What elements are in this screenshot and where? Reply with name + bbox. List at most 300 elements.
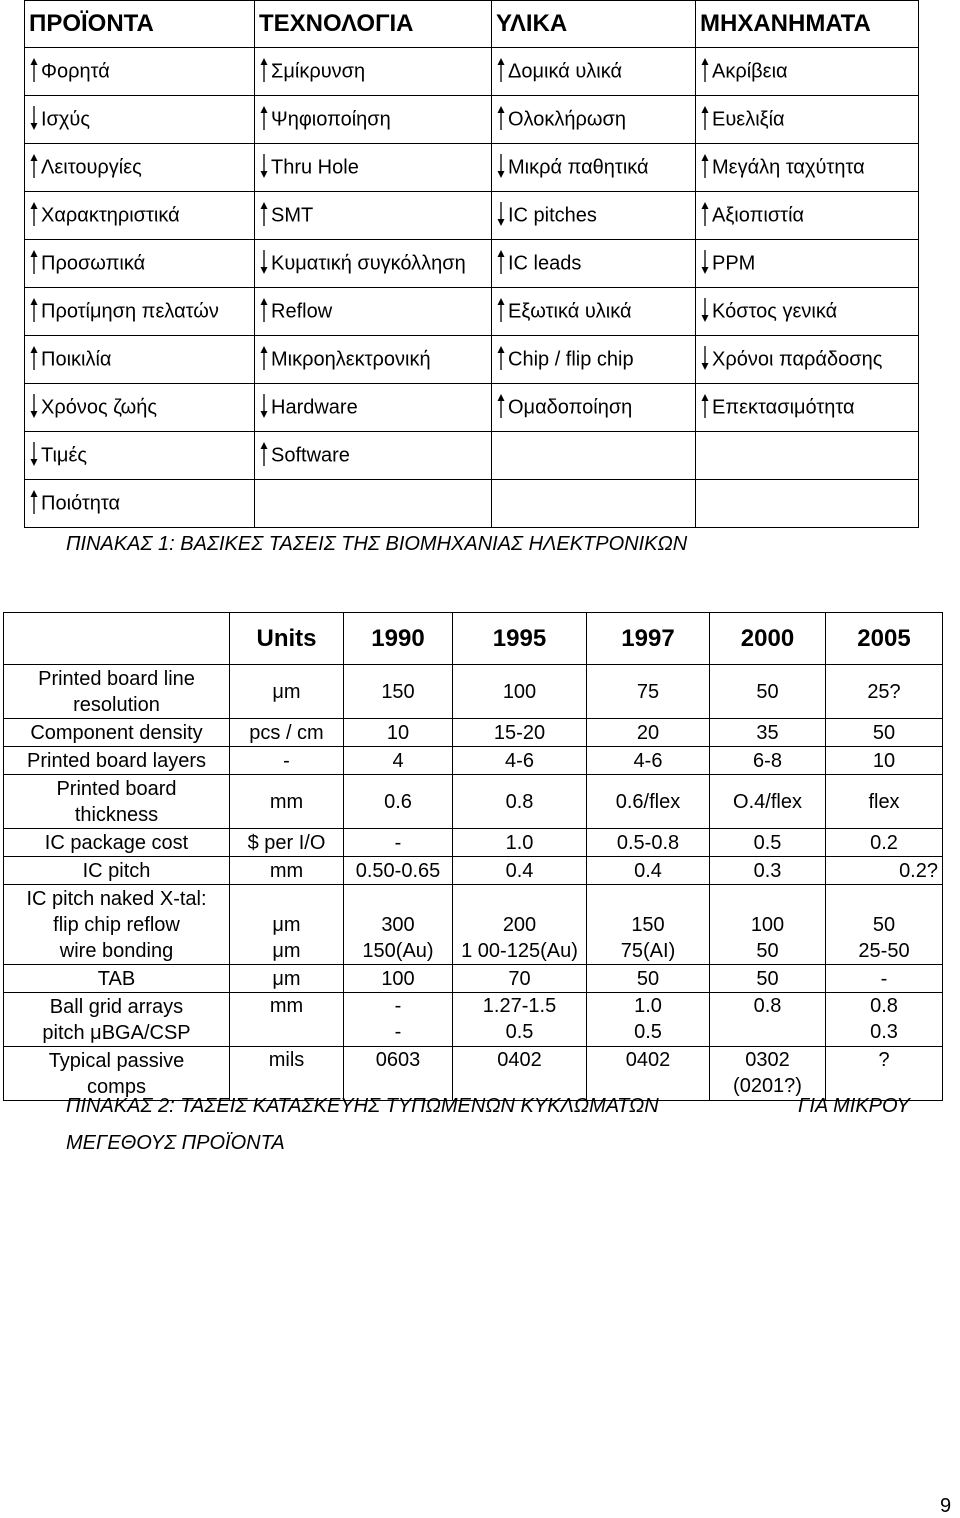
- parameter-cell: [4, 829, 230, 857]
- value-cell: [587, 1047, 710, 1101]
- arrow-down-icon: [259, 249, 269, 275]
- cell-line: 50: [756, 939, 779, 962]
- value-cell: [826, 993, 943, 1047]
- header-technology: ΤΕΧΝΟΛΟΓΙΑ: [255, 1, 492, 48]
- trend-label: Ψηφιοποίηση: [271, 107, 391, 130]
- trend-label: Thru Hole: [271, 155, 359, 178]
- value-cell: [453, 719, 587, 747]
- value-cell: [344, 1047, 453, 1101]
- trend-cell-products: [25, 336, 255, 384]
- trend-label: Χαρακτηριστικά: [41, 203, 180, 226]
- value-cell: [344, 665, 453, 719]
- value-cell: [453, 665, 587, 719]
- trend-label: Προτίμηση πελατών: [41, 299, 219, 322]
- pcb-row: [4, 775, 943, 829]
- trend-label: Software: [271, 443, 350, 466]
- cell-line: 4: [392, 749, 404, 772]
- trend-cell-materials: [492, 288, 696, 336]
- trend-cell-materials: [492, 96, 696, 144]
- value-cell: [826, 719, 943, 747]
- cell-line: -: [283, 749, 290, 772]
- table2-caption-part1: ΠΙΝΑΚΑΣ 2: ΤΑΣΕΙΣ ΚΑΤΑΣΚΕΥΗΣ ΤΥΠΩΜΕΝΩΝ ΚΥΚΛΩΜΑΤΩΝ: [66, 1095, 659, 1117]
- trend-cell-machines: [696, 96, 919, 144]
- arrow-up-icon: [259, 57, 269, 83]
- value-cell: [230, 719, 344, 747]
- value-cell: [453, 775, 587, 829]
- value-cell: [453, 993, 587, 1047]
- trends-row: [25, 48, 919, 96]
- cell-line: μm: [272, 680, 301, 703]
- cell-line: 1.0: [505, 831, 534, 854]
- cell-line: comps: [87, 1075, 146, 1098]
- cell-line: 25?: [867, 680, 901, 703]
- column-header: [710, 613, 826, 665]
- value-cell: [453, 747, 587, 775]
- value-cell: [230, 993, 344, 1047]
- cell-line: 1.0: [634, 995, 662, 1017]
- value-cell: [344, 993, 453, 1047]
- cell-line: mils: [268, 1049, 305, 1071]
- trend-cell-technology: [255, 240, 492, 288]
- trends-header-row: [25, 1, 919, 48]
- value-cell: [826, 775, 943, 829]
- cell-line: [230, 886, 343, 912]
- cell-line: 1995: [492, 624, 547, 652]
- value-cell: [710, 993, 826, 1047]
- pcb-row: [4, 747, 943, 775]
- cell-line: μm: [272, 913, 301, 936]
- cell-line: 1.27-1.5: [482, 995, 557, 1017]
- value-cell: [344, 775, 453, 829]
- arrow-up-icon: [29, 345, 39, 371]
- trend-cell-machines: [696, 192, 919, 240]
- trend-label: Δομικά υλικά: [508, 59, 623, 82]
- arrow-down-icon: [29, 105, 39, 131]
- trend-label: Μεγάλη ταχύτητα: [712, 155, 865, 178]
- arrow-up-icon: [496, 393, 506, 419]
- cell-line: TAB: [97, 967, 136, 990]
- cell-line: 0.6/flex: [615, 790, 681, 813]
- cell-line: 0.50-0.65: [355, 859, 441, 882]
- arrow-down-icon: [700, 345, 710, 371]
- trend-cell-materials: [492, 144, 696, 192]
- arrow-up-icon: [700, 393, 710, 419]
- cell-line: 0.5-0.8: [616, 831, 680, 854]
- arrow-up-icon: [700, 201, 710, 227]
- cell-line: IC pitch: [82, 859, 151, 882]
- trend-label: Επεκτασιμότητα: [712, 395, 855, 418]
- value-cell: [587, 857, 710, 885]
- value-cell: [710, 857, 826, 885]
- trend-cell-machines: [696, 288, 919, 336]
- pcb-row: [4, 857, 943, 885]
- trends-row: [25, 432, 919, 480]
- trend-label: Κυματική συγκόλληση: [271, 251, 466, 274]
- cell-line: 75: [636, 680, 660, 703]
- cell-line: mm: [269, 859, 304, 882]
- pcb-row: [4, 993, 943, 1047]
- trend-label: Μικρά παθητικά: [508, 155, 649, 178]
- trend-label: PPM: [712, 251, 756, 274]
- table2-caption-part2: ΓΙΑ ΜΙΚΡΟΥ: [798, 1095, 910, 1117]
- cell-line: IC package cost: [44, 831, 189, 854]
- arrow-down-icon: [29, 393, 39, 419]
- cell-line: 10: [386, 721, 410, 744]
- value-cell: [230, 829, 344, 857]
- value-cell: [826, 857, 943, 885]
- page-number: 9: [940, 1495, 952, 1517]
- value-cell: [587, 993, 710, 1047]
- cell-line: μm: [272, 939, 301, 962]
- value-cell: [826, 665, 943, 719]
- arrow-up-icon: [29, 201, 39, 227]
- value-cell: [826, 747, 943, 775]
- value-cell: [587, 665, 710, 719]
- cell-line: 35: [756, 721, 779, 744]
- trends-row: [25, 288, 919, 336]
- cell-line: 4-6: [505, 749, 534, 772]
- cell-line: Ball grid arrays: [49, 995, 184, 1018]
- cell-line: 0.2: [870, 831, 898, 854]
- cell-line: 0402: [497, 1049, 542, 1071]
- arrow-up-icon: [259, 201, 269, 227]
- value-cell: [826, 885, 943, 965]
- cell-line: Typical passive: [48, 1049, 185, 1072]
- cell-line: 1990: [371, 624, 425, 652]
- arrow-down-icon: [496, 201, 506, 227]
- trend-label: Εξωτικά υλικά: [508, 299, 632, 322]
- trends-row: [25, 144, 919, 192]
- value-cell: [230, 665, 344, 719]
- parameter-cell: [4, 1047, 230, 1101]
- cell-line: 70: [508, 967, 531, 990]
- value-cell: [710, 665, 826, 719]
- cell-line: 0402: [625, 1049, 671, 1071]
- trend-cell-technology: [255, 48, 492, 96]
- cell-line: pcs / cm: [249, 721, 324, 744]
- trend-cell-materials: [492, 384, 696, 432]
- parameter-cell: [4, 885, 230, 965]
- trends-row: [25, 240, 919, 288]
- trend-label: Chip / flip chip: [508, 347, 634, 370]
- trend-label: Ακρίβεια: [712, 59, 788, 82]
- column-header: [230, 613, 344, 665]
- parameter-cell: [4, 665, 230, 719]
- trend-cell-products: [25, 96, 255, 144]
- value-cell: [344, 857, 453, 885]
- value-cell: [710, 719, 826, 747]
- cell-line: 0603: [375, 1049, 421, 1071]
- cell-line: Printed board: [56, 777, 177, 800]
- parameter-cell: [4, 747, 230, 775]
- cell-line: flex: [868, 790, 900, 813]
- trend-label: Φορητά: [41, 59, 110, 82]
- corner-cell: [4, 613, 230, 665]
- value-cell: [710, 885, 826, 965]
- cell-line: 15-20: [493, 721, 546, 744]
- trend-label: IC leads: [508, 251, 582, 274]
- header-materials: ΥΛΙΚΑ: [492, 1, 696, 48]
- parameter-cell: [4, 993, 230, 1047]
- trend-cell-technology: [255, 288, 492, 336]
- arrow-up-icon: [700, 57, 710, 83]
- trend-cell-machines: [696, 480, 919, 528]
- pcb-row: [4, 829, 943, 857]
- trend-cell-machines: [696, 240, 919, 288]
- cell-line: 25-50: [858, 939, 910, 962]
- trend-cell-technology: [255, 384, 492, 432]
- trend-cell-materials: [492, 240, 696, 288]
- trend-cell-technology: [255, 144, 492, 192]
- cell-line: 0.3: [753, 859, 782, 882]
- value-cell: [453, 829, 587, 857]
- value-cell: [710, 965, 826, 993]
- cell-line: Printed board line: [38, 667, 195, 690]
- column-header: [826, 613, 943, 665]
- value-cell: [344, 719, 453, 747]
- trend-cell-products: [25, 192, 255, 240]
- value-cell: [344, 747, 453, 775]
- value-cell: [826, 829, 943, 857]
- cell-line: resolution: [73, 693, 160, 716]
- cell-line: Printed board layers: [27, 749, 206, 772]
- trend-label: Ομαδοποίηση: [508, 395, 633, 418]
- value-cell: [587, 965, 710, 993]
- trend-cell-materials: [492, 480, 696, 528]
- value-cell: [453, 965, 587, 993]
- trend-cell-materials: [492, 192, 696, 240]
- trend-cell-machines: [696, 432, 919, 480]
- cell-line: mm: [269, 995, 304, 1017]
- arrow-up-icon: [496, 249, 506, 275]
- cell-line: 100: [750, 913, 785, 936]
- value-cell: [710, 747, 826, 775]
- value-cell: [587, 719, 710, 747]
- cell-line: 0.5: [505, 1021, 534, 1043]
- value-cell: [826, 965, 943, 993]
- column-header: [344, 613, 453, 665]
- arrow-up-icon: [259, 297, 269, 323]
- table2-caption-part3: ΜΕΓΕΘΟΥΣ ΠΡΟΪΟΝΤΑ: [66, 1132, 285, 1154]
- value-cell: [710, 775, 826, 829]
- cell-line: 2005: [857, 624, 911, 652]
- trend-label: Μικροηλεκτρονική: [271, 347, 431, 370]
- cell-line: [453, 886, 586, 912]
- arrow-up-icon: [29, 297, 39, 323]
- cell-line: pitch μBGA/CSP: [42, 1021, 191, 1044]
- arrow-down-icon: [259, 153, 269, 179]
- cell-line: 1 00-125(Au): [461, 939, 578, 962]
- cell-line: -: [394, 831, 402, 854]
- cell-line: O.4/flex: [733, 790, 802, 813]
- trend-cell-machines: [696, 336, 919, 384]
- cell-line: 150: [631, 913, 665, 936]
- arrow-up-icon: [700, 105, 710, 131]
- trends-row: [25, 96, 919, 144]
- arrow-down-icon: [700, 249, 710, 275]
- cell-line: 10: [872, 749, 896, 772]
- trend-cell-machines: [696, 144, 919, 192]
- arrow-up-icon: [259, 345, 269, 371]
- cell-line: 150: [381, 680, 415, 703]
- cell-line: 50: [756, 680, 779, 703]
- trend-label: Ολοκλήρωση: [508, 107, 626, 130]
- header-machines: ΜΗΧΑΝΗΜΑΤΑ: [696, 1, 919, 48]
- arrow-up-icon: [29, 489, 39, 515]
- value-cell: [453, 857, 587, 885]
- cell-line: 1997: [621, 624, 675, 652]
- arrow-up-icon: [496, 345, 506, 371]
- cell-line: 100: [381, 967, 415, 990]
- cell-line: flip chip reflow: [53, 913, 180, 936]
- trend-cell-materials: [492, 48, 696, 96]
- cell-line: -: [394, 995, 402, 1017]
- cell-line: 150(Au): [362, 939, 434, 962]
- trend-label: SMT: [271, 203, 314, 226]
- trends-row: [25, 192, 919, 240]
- trend-label: Ποικιλία: [41, 347, 112, 370]
- arrow-up-icon: [496, 297, 506, 323]
- trend-label: Τιμές: [41, 443, 87, 466]
- cell-line: 0.5: [634, 1021, 662, 1043]
- trend-label: Χρόνος ζωής: [41, 395, 158, 418]
- cell-line: 0.5: [753, 831, 782, 854]
- trend-cell-materials: [492, 432, 696, 480]
- trend-cell-machines: [696, 384, 919, 432]
- cell-line: 4-6: [633, 749, 663, 772]
- cell-line: 50: [636, 967, 660, 990]
- trend-cell-products: [25, 288, 255, 336]
- value-cell: [344, 829, 453, 857]
- cell-line: Units: [256, 624, 317, 652]
- trend-cell-products: [25, 432, 255, 480]
- trend-cell-technology: [255, 432, 492, 480]
- trend-cell-products: [25, 240, 255, 288]
- trend-cell-technology: [255, 96, 492, 144]
- trends-row: [25, 384, 919, 432]
- pcb-row: [4, 1047, 943, 1101]
- parameter-cell: [4, 857, 230, 885]
- value-cell: [344, 885, 453, 965]
- cell-line: 0.8: [870, 995, 898, 1017]
- arrow-down-icon: [496, 153, 506, 179]
- cell-line: 300: [381, 913, 415, 936]
- cell-line: 0302: [745, 1049, 790, 1071]
- table1-caption: ΠΙΝΑΚΑΣ 1: ΒΑΣΙΚΕΣ ΤΑΣΕΙΣ ΤΗΣ ΒΙΟΜΗΧΑΝΙΑΣ ΗΛΕΚΤΡΟΝΙΚΩΝ: [66, 533, 688, 555]
- arrow-up-icon: [496, 105, 506, 131]
- value-cell: [230, 775, 344, 829]
- value-cell: [453, 1047, 587, 1101]
- header-products: ΠΡΟΪΟΝΤΑ: [25, 1, 255, 48]
- trend-label: Σμίκρυνση: [271, 59, 366, 82]
- trend-cell-products: [25, 144, 255, 192]
- trend-label: Αξιοπιστία: [712, 203, 805, 226]
- cell-line: 50: [872, 721, 896, 744]
- cell-line: [826, 886, 942, 912]
- trend-cell-products: [25, 480, 255, 528]
- cell-line: 0.4: [634, 859, 662, 882]
- cell-line: μm: [272, 967, 301, 990]
- value-cell: [587, 775, 710, 829]
- trend-label: Χρόνοι παράδοσης: [712, 347, 883, 370]
- pcb-header-row: [4, 613, 943, 665]
- trend-label: Κόστος γενικά: [712, 299, 838, 322]
- cell-line: [587, 886, 709, 912]
- trend-cell-products: [25, 48, 255, 96]
- value-cell: [230, 857, 344, 885]
- arrow-up-icon: [700, 153, 710, 179]
- cell-line: 0.6: [384, 790, 412, 813]
- cell-line: -: [880, 967, 888, 990]
- cell-line: 0.3: [870, 1021, 898, 1043]
- value-cell: [710, 1047, 826, 1101]
- value-cell: [230, 885, 344, 965]
- cell-line: 0.8: [505, 790, 534, 813]
- cell-line: [4, 626, 229, 652]
- value-cell: [453, 885, 587, 965]
- cell-line: 6-8: [753, 749, 782, 772]
- cell-line: thickness: [74, 803, 159, 826]
- arrow-up-icon: [29, 57, 39, 83]
- trend-cell-technology: [255, 480, 492, 528]
- value-cell: [230, 1047, 344, 1101]
- cell-line: 50: [872, 913, 896, 936]
- trend-label: Reflow: [271, 299, 333, 322]
- cell-line: 0.2?: [899, 859, 938, 882]
- arrow-up-icon: [259, 441, 269, 467]
- value-cell: [587, 885, 710, 965]
- arrow-down-icon: [259, 393, 269, 419]
- arrow-up-icon: [29, 153, 39, 179]
- column-header: [587, 613, 710, 665]
- cell-line: [344, 886, 452, 912]
- cell-line: 20: [636, 721, 660, 744]
- trend-label: Προσωπικά: [41, 251, 146, 274]
- cell-line: 0.4: [505, 859, 534, 882]
- value-cell: [587, 829, 710, 857]
- arrow-up-icon: [496, 57, 506, 83]
- trend-cell-technology: [255, 192, 492, 240]
- parameter-cell: [4, 965, 230, 993]
- cell-line: 200: [502, 913, 537, 936]
- trend-cell-technology: [255, 336, 492, 384]
- pcb-row: [4, 965, 943, 993]
- trend-label: Ισχύς: [41, 107, 90, 130]
- cell-line: IC pitch naked X-tal:: [26, 887, 207, 910]
- value-cell: [710, 829, 826, 857]
- trend-label: IC pitches: [508, 203, 597, 226]
- cell-line: 50: [756, 967, 779, 990]
- trends-row: [25, 336, 919, 384]
- pcb-trends-table: [3, 612, 943, 1101]
- cell-line: (0201?): [733, 1075, 802, 1097]
- value-cell: [344, 965, 453, 993]
- cell-line: 100: [502, 680, 537, 703]
- value-cell: [230, 747, 344, 775]
- arrow-up-icon: [29, 249, 39, 275]
- parameter-cell: [4, 775, 230, 829]
- trend-label: Hardware: [271, 395, 358, 418]
- trend-cell-materials: [492, 336, 696, 384]
- trend-cell-products: [25, 384, 255, 432]
- parameter-cell: [4, 719, 230, 747]
- cell-line: Component density: [30, 721, 203, 744]
- cell-line: $ per I/O: [247, 831, 326, 854]
- trend-label: Ποιότητα: [41, 491, 121, 514]
- value-cell: [587, 747, 710, 775]
- trends-table: [24, 0, 919, 528]
- column-header: [453, 613, 587, 665]
